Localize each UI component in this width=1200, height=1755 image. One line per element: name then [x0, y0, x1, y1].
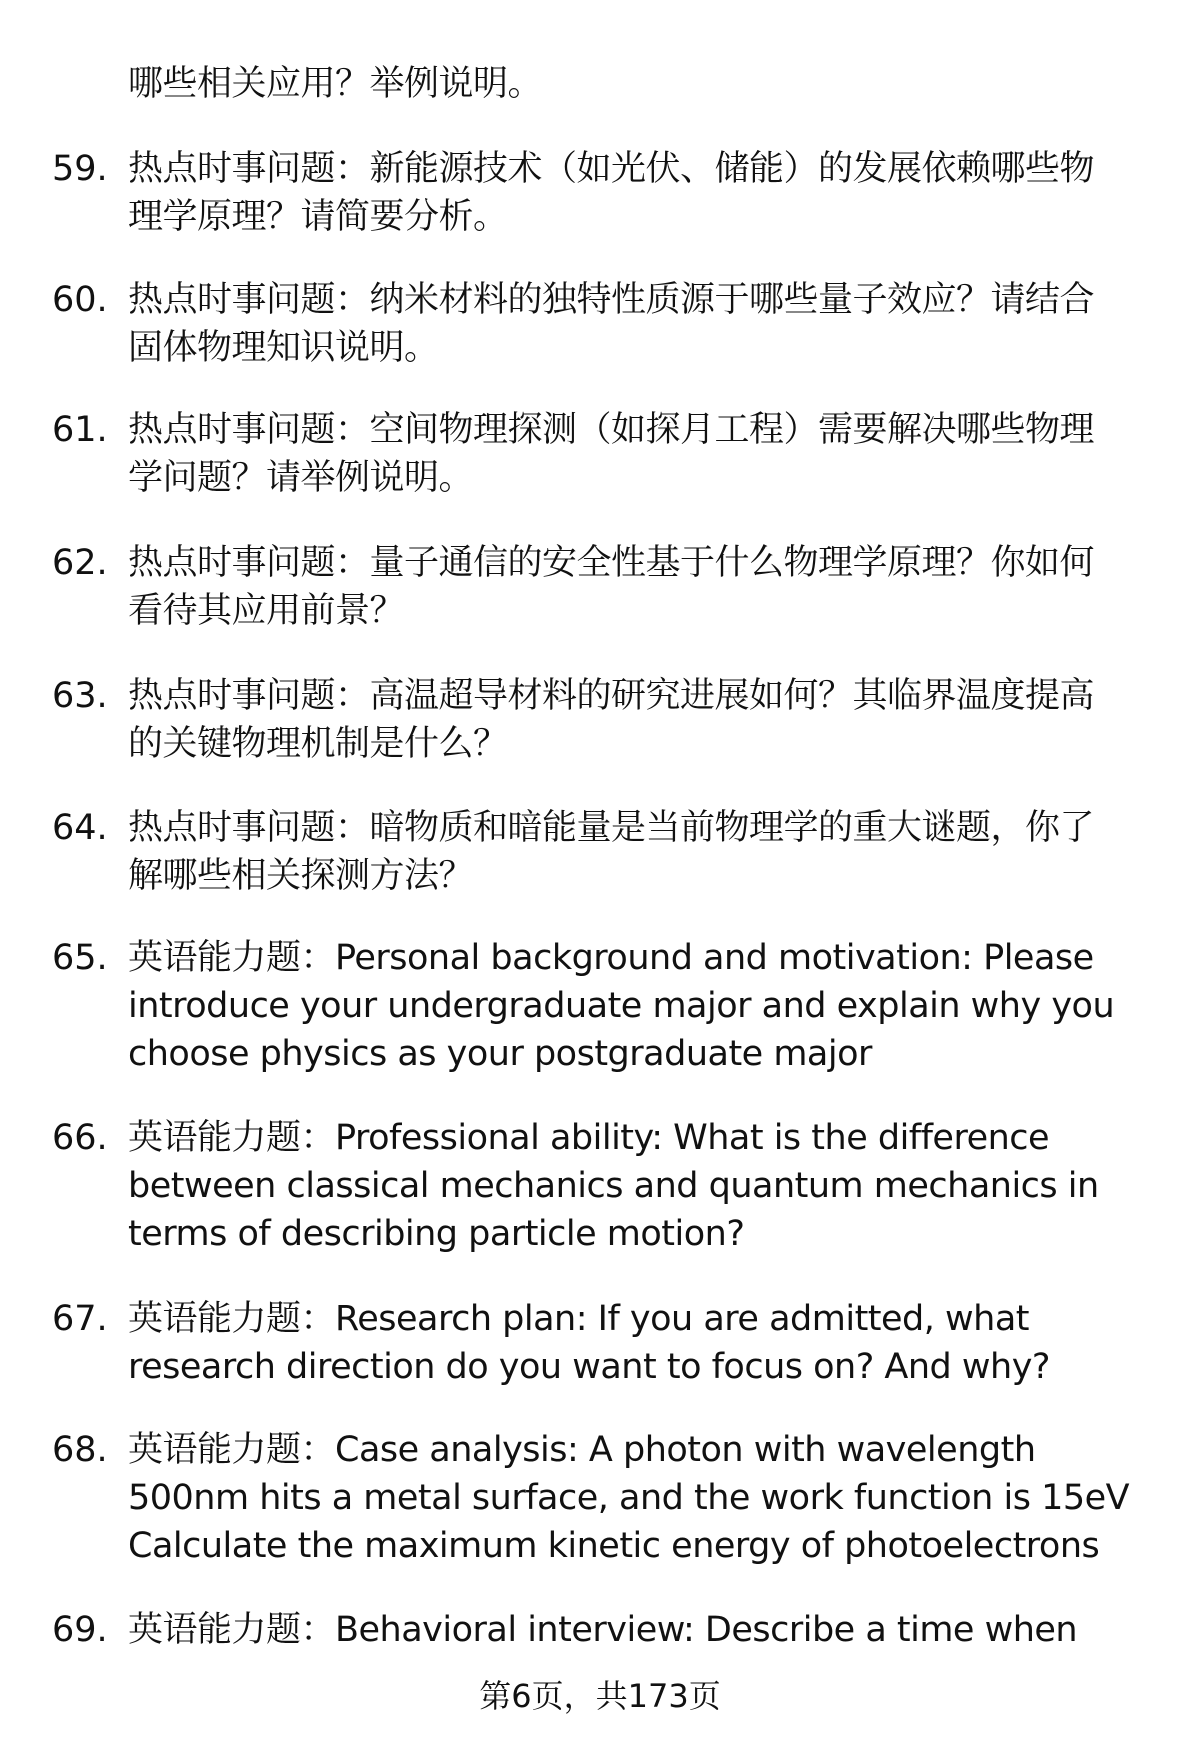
question-number: 61.	[52, 410, 108, 450]
question-number: 69.	[52, 1610, 108, 1650]
question-line: 热点时事问题：新能源技术（如光伏、储能）的发展依赖哪些物	[128, 149, 1095, 189]
question-line: 热点时事问题：暗物质和暗能量是当前物理学的重大谜题，你了	[128, 808, 1095, 848]
question-line: 的关键物理机制是什么？	[128, 724, 508, 764]
question-number: 62.	[52, 543, 108, 583]
question-number: 60.	[52, 280, 108, 320]
question-line: 热点时事问题：纳米材料的独特性质源于哪些量子效应？请结合	[128, 280, 1095, 320]
question-line: 解哪些相关探测方法？	[128, 856, 474, 896]
question-line: 英语能力题：Behavioral interview: Describe a time when	[128, 1610, 1078, 1650]
question-line: 固体物理知识说明。	[128, 328, 439, 368]
question-number: 68.	[52, 1430, 108, 1470]
question-line: introduce your undergraduate major and explain why you	[128, 986, 1115, 1026]
question-line: 热点时事问题：高温超导材料的研究进展如何？其临界温度提高	[128, 676, 1095, 716]
question-line: 英语能力题：Case analysis: A photon with wavelength	[128, 1430, 1036, 1470]
question-line: 英语能力题：Research plan: If you are admitted, what	[128, 1299, 1029, 1339]
question-number: 66.	[52, 1118, 108, 1158]
question-line: research direction do you want to focus on? And why?	[128, 1347, 1050, 1387]
question-line: 500nm hits a metal surface, and the work function is 15eV	[128, 1478, 1130, 1518]
question-number: 64.	[52, 808, 108, 848]
question-line: 英语能力题：Professional ability: What is the difference	[128, 1118, 1050, 1158]
page-footer: 第6页，共173页	[479, 1677, 721, 1715]
question-number: 59.	[52, 149, 108, 189]
question-line: choose physics as your postgraduate major	[128, 1034, 872, 1074]
question-line: 热点时事问题：量子通信的安全性基于什么物理学原理？你如何	[128, 543, 1095, 583]
question-number: 65.	[52, 938, 108, 978]
question-line: Calculate the maximum kinetic energy of photoelectrons	[128, 1526, 1100, 1566]
question-number: 63.	[52, 676, 108, 716]
question-number: 67.	[52, 1299, 108, 1339]
question-line: 看待其应用前景？	[128, 591, 405, 631]
question-line: 学问题？请举例说明。	[128, 458, 474, 498]
question-line: 热点时事问题：空间物理探测（如探月工程）需要解决哪些物理	[128, 410, 1095, 450]
question-line: 英语能力题：Personal background and motivation: Please	[128, 938, 1094, 978]
question-line: 哪些相关应用？举例说明。	[128, 64, 543, 104]
question-line: between classical mechanics and quantum mechanics in	[128, 1166, 1099, 1206]
question-line: 理学原理？请简要分析。	[128, 197, 508, 237]
question-line: terms of describing particle motion?	[128, 1214, 745, 1254]
